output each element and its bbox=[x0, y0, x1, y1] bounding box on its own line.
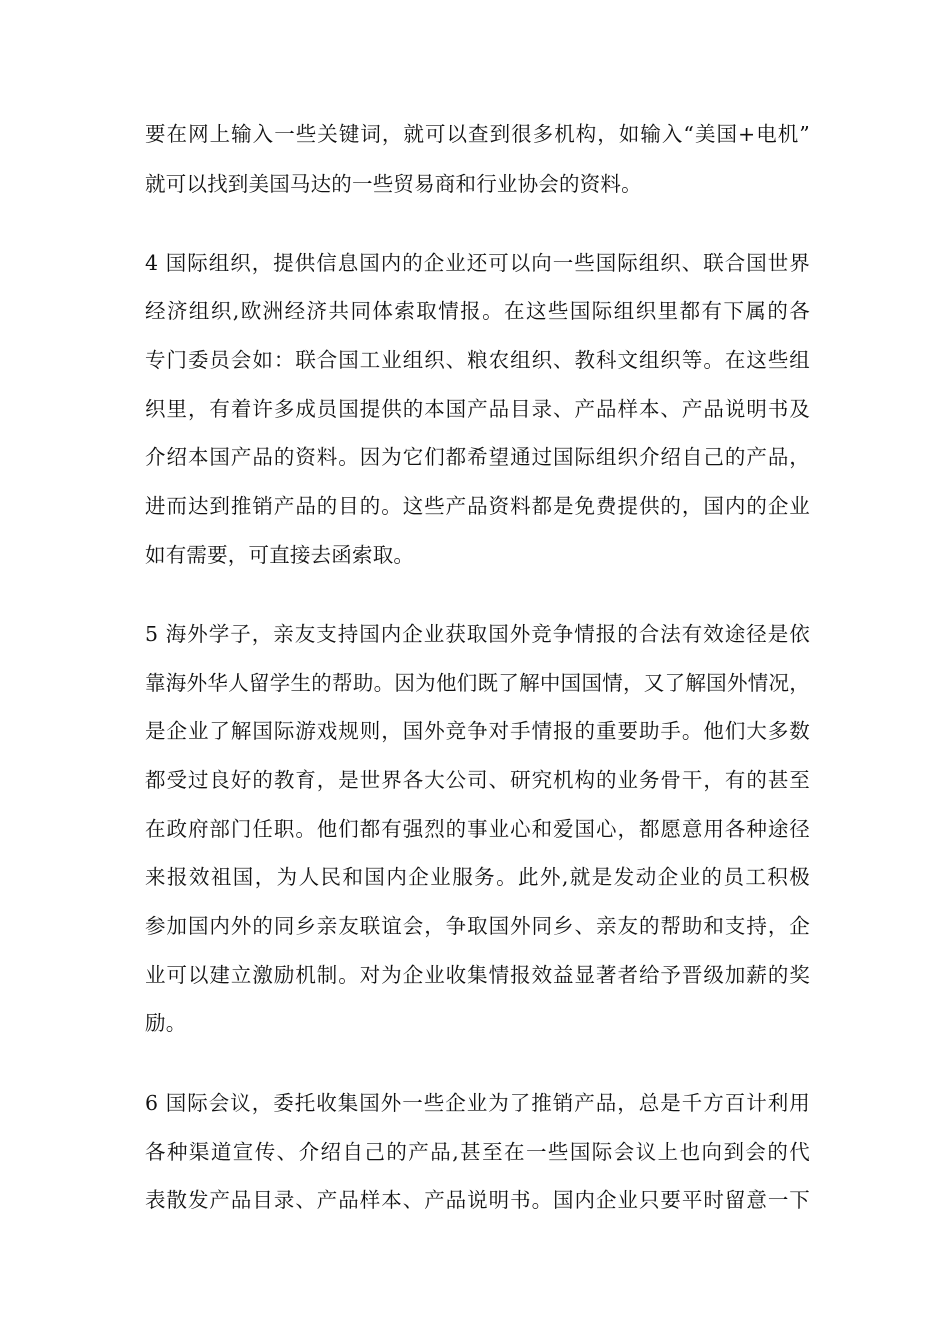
text-line: 如有需要，可直接去函索取。 bbox=[145, 543, 415, 567]
text-line: 靠海外华人留学生的帮助。因为他们既了解中国国情，又了解国外情况， bbox=[145, 671, 810, 695]
text-line: 是企业了解国际游戏规则，国外竞争对手情报的重要助手。他们大多数 bbox=[145, 719, 810, 743]
text-line: 在政府部门任职。他们都有强烈的事业心和爱国心，都愿意用各种途径 bbox=[145, 817, 810, 841]
text-line: 励。 bbox=[145, 1011, 187, 1035]
text-line: 表散发产品目录、产品样本、产品说明书。国内企业只要平时留意一下 bbox=[145, 1188, 810, 1212]
text-line: 专门委员会如：联合国工业组织、粮农组织、教科文组织等。在这些组 bbox=[145, 348, 810, 372]
text-line: 经济组织,欧洲经济共同体索取情报。在这些国际组织里都有下属的各 bbox=[145, 299, 810, 323]
text-line: 进而达到推销产品的目的。这些产品资料都是免费提供的，国内的企业 bbox=[145, 494, 810, 518]
text-line: 6 国际会议，委托收集国外一些企业为了推销产品，总是千方百计利用 bbox=[145, 1091, 810, 1115]
text-line: 业可以建立激励机制。对为企业收集情报效益显著者给予晋级加薪的奖 bbox=[145, 963, 810, 987]
text-line: 来报效祖国，为人民和国内企业服务。此外,就是发动企业的员工积极 bbox=[145, 865, 810, 889]
text-line: 织里，有着许多成员国提供的本国产品目录、产品样本、产品说明书及 bbox=[145, 397, 810, 421]
text-line: 各种渠道宣传、介绍自己的产品,甚至在一些国际会议上也向到会的代 bbox=[145, 1140, 810, 1164]
text-line: 都受过良好的教育，是世界各大公司、研究机构的业务骨干，有的甚至 bbox=[145, 768, 810, 792]
text-line: 参加国内外的同乡亲友联谊会，争取国外同乡、亲友的帮助和支持，企 bbox=[145, 914, 810, 938]
text-line: 要在网上输入一些关键词，就可以查到很多机构，如输入“美国+电机” bbox=[145, 122, 810, 146]
text-line: 5 海外学子，亲友支持国内企业获取国外竞争情报的合法有效途径是依 bbox=[145, 622, 810, 646]
text-line: 介绍本国产品的资料。因为它们都希望通过国际组织介绍自己的产品， bbox=[145, 445, 810, 469]
text-line: 就可以找到美国马达的一些贸易商和行业协会的资料。 bbox=[145, 172, 642, 196]
text-line: 4 国际组织，提供信息国内的企业还可以向一些国际组织、联合国世界 bbox=[145, 251, 810, 275]
